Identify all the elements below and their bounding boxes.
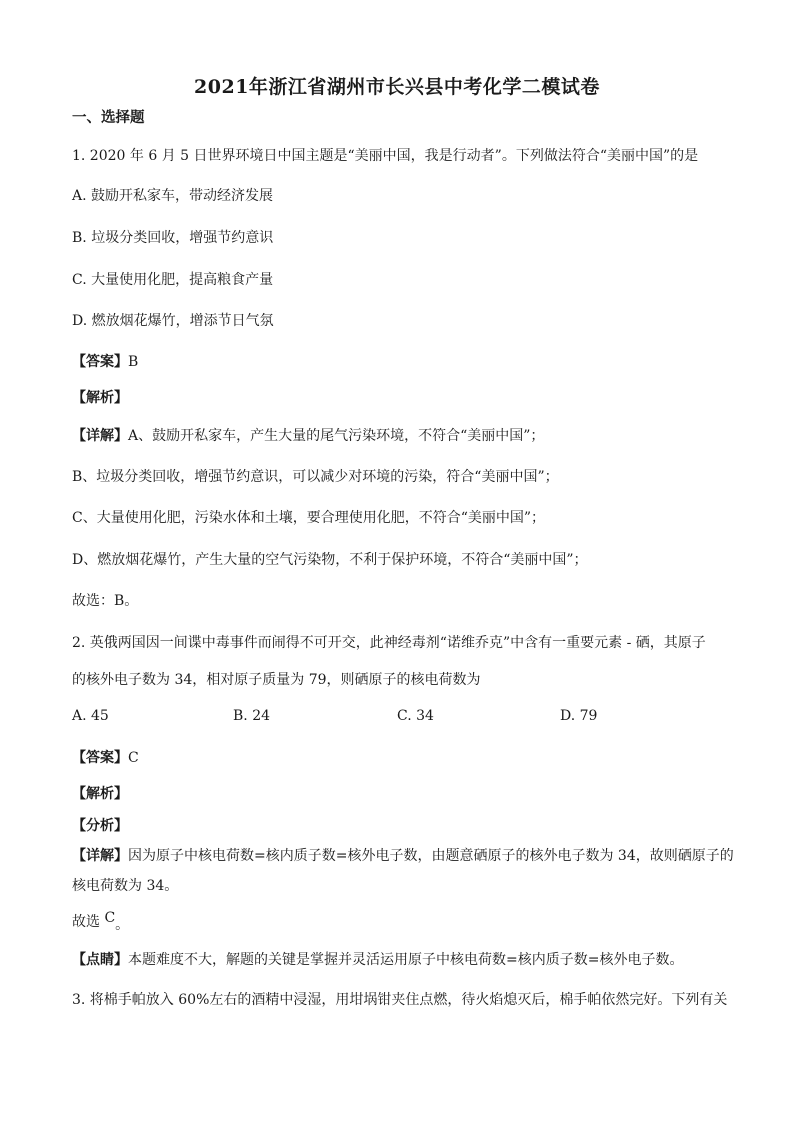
q1-detail-line-3: C、大量使用化肥，污染水体和土壤，要合理使用化肥，不符合“美丽中国”； [72,510,546,526]
q1-answer-value: B [128,354,139,370]
q2-analysis2-tag: 【分析】 [72,818,128,834]
q1-option-c: C. 大量使用化肥，提高粮食产量 [72,272,274,288]
q2-option-d: D. 79 [560,708,598,724]
q2-detail-text-a: 因为原子中核电荷数=核内质子数=核外电子数，由题意硒原子的核外电子数为 34，故则硒原子的 [128,848,734,864]
q2-option-a: A. 45 [72,708,109,724]
q1-stem: 1. 2020 年 6 月 5 日世界环境日中国主题是“美丽中国，我是行动者”。下列做法符合“美丽中国”的是 [72,148,699,164]
document-title: 2021年浙江省湖州市长兴县中考化学二模试卷 [194,76,600,98]
q2-conclusion-suffix: 。 [115,917,130,933]
q1-detail-line-1 [72,426,732,446]
q1-option-a: A. 鼓励开私家车，带动经济发展 [72,188,274,204]
q3-stem-line-1: 3. 将棉手帕放入 60%左右的酒精中浸湿，用坩埚钳夹住点燃，待火焰熄灭后，棉手帕依然完好。下列有关 [72,992,728,1008]
q1-answer-tag: 【答案】 [72,354,128,370]
q2-conclusion-prefix: 故选 [72,914,105,930]
q1-detail-text-a: A、鼓励开私家车，产生大量的尾气污染环境，不符合“美丽中国”； [128,428,545,444]
q2-point-text: 本题难度不大，解题的关键是掌握并灵活运用原子中核电荷数=核内质子数=核外电子数。 [128,952,684,968]
q2-answer [72,748,732,768]
q1-conclusion: 故选：B。 [72,593,139,609]
q1-analysis-tag: 【解析】 [72,390,128,406]
q2-detail-line-2: 核电荷数为 34。 [72,878,179,894]
q2-stem-line-1: 2. 英俄两国因一间谍中毒事件而闹得不可开交，此神经毒剂“诺维乔克”中含有一重要元素 - 硒，其原子 [72,635,706,651]
q2-conclusion-letter: C [104,910,116,926]
q2-detail-line-1 [72,846,732,866]
q2-point-tag: 【点睛】 [72,952,128,968]
q2-option-c: C. 34 [397,708,434,724]
q2-detail-tag: 【详解】 [72,848,128,864]
q1-option-b: B. 垃圾分类回收，增强节约意识 [72,230,274,246]
q2-conclusion [72,912,732,932]
q2-analysis-tag: 【解析】 [72,786,128,802]
q2-answer-value: C [128,750,139,766]
q2-stem-line-2: 的核外电子数为 34，相对原子质量为 79，则硒原子的核电荷数为 [72,672,481,688]
q2-option-b: B. 24 [233,708,271,724]
q1-option-d: D. 燃放烟花爆竹，增添节日气氛 [72,313,274,329]
section-heading: 一、选择题 [72,109,145,126]
q2-options-row [72,706,732,726]
q1-detail-line-4: D、燃放烟花爆竹，产生大量的空气污染物，不利于保护环境，不符合“美丽中国”； [72,552,588,568]
q2-point [72,950,732,970]
q1-answer [72,352,732,372]
q2-answer-tag: 【答案】 [72,750,128,766]
q1-detail-line-2: B、垃圾分类回收，增强节约意识，可以减少对环境的污染，符合“美丽中国”； [72,469,559,485]
q1-detail-tag: 【详解】 [72,428,128,444]
